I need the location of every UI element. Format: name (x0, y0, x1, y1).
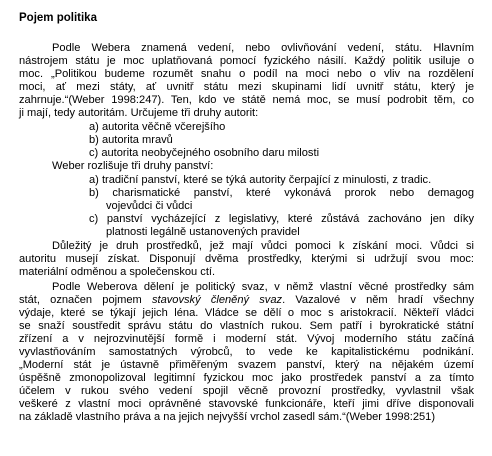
paragraph-line: zřízení a v nejrozvinutější formě i moderní stát. Vývoj moderního státu začíná (19, 333, 474, 345)
paragraph-line: „Moderní stát je ústavně přiměřeným svazem panství, který na nějakém území (19, 359, 474, 371)
list-item: c) autorita neobyčejného osobního daru milosti (89, 147, 320, 159)
paragraph-line: autoritu musejí získat. Disponují dvěma prostředky, kterými si udržují svou moc: (19, 253, 474, 265)
paragraph-line: účelem v rukou svého vedení spojil věcně provozní prostředky, vyvlastnil však (19, 385, 474, 397)
paragraph-line: zahrnuje.“(Weber 1998:247). Ten, kdo ve státě nemá moc, se musí podrobit těm, co (19, 94, 474, 106)
list-item-continuation: vojevůdci či vůdci (106, 200, 193, 212)
paragraph-line: moc. „Politikou budeme rozumět snahu o podíl na moci nebo o vliv na rozdělení (19, 68, 474, 80)
paragraph-line: výdaje, které se týkají jejich léna. Vládce se dělí o moc s aristokracií. Někteří vládci (19, 307, 474, 319)
paragraph-line: moci, ať mezi státy, ať uvnitř státu mezi skupinami lidí uvnitř státu, který je (19, 81, 474, 93)
paragraph-line: veškeré z vlastní moci oprávněné stavovské funkcionáře, kteří jimi dříve disponovali (19, 398, 474, 410)
paragraph-line: Důležitý je druh prostředků, jež mají vůdci pomoci k získání moci. Vůdci si (52, 240, 474, 252)
paragraph-line: nástrojem státu je moc uplatňovaná pomocí fyzického násilí. Každý politik usiluje o (19, 55, 474, 67)
list-item: b) autorita mravů (89, 134, 173, 146)
list-item-continuation: platnosti legálně ustanovených pravidel (106, 226, 300, 238)
paragraph-line: Podle Webera znamená vedení, nebo ovlivňování vedení, státu. Hlavním (52, 42, 474, 54)
paragraph-line: stát, označen pojmem stavovský členěný svaz. Vazalové v něm hradí všechny (19, 294, 475, 306)
list-item: a) autorita věčně včerejšího (89, 121, 226, 133)
paragraph-line: Podle Weberova dělení je politický svaz, v němž vlastní věcné prostředky sám (52, 281, 474, 293)
italic-term: stavovský členěný svaz (151, 294, 283, 306)
list-item: c) panství vycházející z legislativy, které zůstává zachováno jen díky (89, 213, 474, 225)
paragraph-line: materiální odměnou a společenskou ctí. (19, 266, 216, 278)
paragraph-line: se snaží soustředit správu státu do vlastních rukou. Sem patří i byrokratické státní (19, 320, 474, 332)
paragraph-line: Weber rozlišuje tři druhy panství: (52, 160, 214, 172)
list-item: b) charismatické panství, které vykonává prorok nebo demagog (89, 187, 474, 199)
paragraph-line: na základě vlastního práva a na jejich nejvyšší vrchol zasedl sám.“(Weber 1998:251) (19, 411, 436, 423)
paragraph-line: úspěšně zmonopolizoval legitimní fyzickou moc jako prostředek panství a za tímto (19, 372, 474, 384)
paragraph-line: ji mají, tedy autoritám. Určujeme tři druhy autorit: (19, 107, 259, 119)
list-item: a) tradiční panství, které se týká autority čerpající z minulosti, z tradic. (89, 174, 432, 186)
section-heading: Pojem politika (19, 12, 97, 24)
paragraph-line: vyvlastňováním samostatných výrobců, to vede ke kapitalistickému podnikání. (19, 346, 474, 358)
